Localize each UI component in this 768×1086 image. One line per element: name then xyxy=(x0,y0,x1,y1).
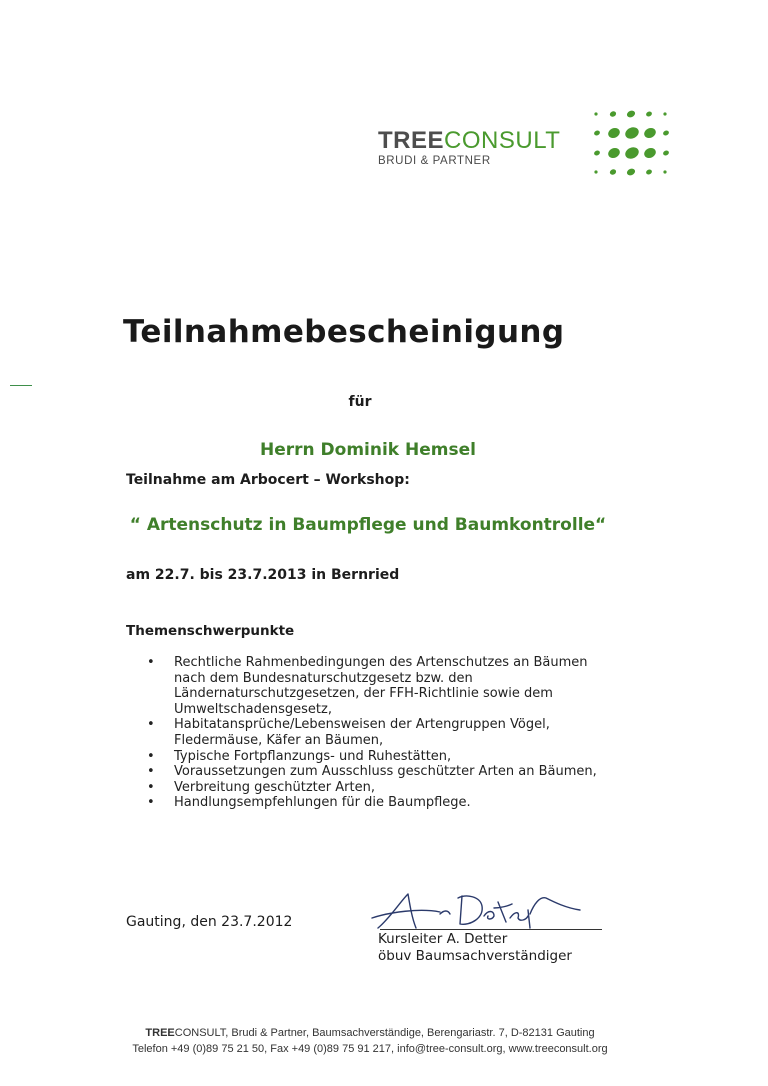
bullet-icon: • xyxy=(147,764,155,780)
footer-address: CONSULT, Brudi & Partner, Baumsachverständige, Berengariastr. 7, D-82131 Gauting xyxy=(174,1027,595,1039)
logo-wordmark-bold: TREE xyxy=(378,127,445,154)
company-logo xyxy=(378,128,560,167)
footer-line-2: Telefon +49 (0)89 75 21 50, Fax +49 (0)89 75 91 217, info@tree-consult.org, www.treeconsult.org xyxy=(132,1043,608,1055)
logo-wordmark xyxy=(378,128,560,154)
list-item xyxy=(144,764,614,780)
list-item xyxy=(144,795,614,811)
bullet-icon: • xyxy=(147,717,155,733)
participation-line: Teilnahme am Arbocert – Workshop: xyxy=(126,472,410,488)
logo-subtitle: BRUDI & PARTNER xyxy=(378,155,491,167)
list-item xyxy=(144,780,614,796)
topic-text: Voraussetzungen zum Ausschluss geschützter Arten an Bäumen, xyxy=(174,764,597,780)
signer-name: Kursleiter A. Detter xyxy=(378,931,508,947)
topic-text: Typische Fortpflanzungs- und Ruhestätten, xyxy=(174,748,452,764)
recipient-name: Herrn Dominik Hemsel xyxy=(260,440,476,460)
topic-text: Verbreitung geschützter Arten, xyxy=(174,779,375,795)
workshop-dates: am 22.7. bis 23.7.2013 in Bernried xyxy=(126,567,400,583)
topics-heading: Themenschwerpunkte xyxy=(126,623,295,639)
topic-text: Handlungsempfehlungen für die Baumpflege. xyxy=(174,795,471,811)
signer-title: öbuv Baumsachverständiger xyxy=(378,948,572,964)
list-item xyxy=(144,655,614,717)
workshop-title: “ Artenschutz in Baumpflege und Baumkontrolle“ xyxy=(129,515,607,535)
logo-wordmark-light: CONSULT xyxy=(444,127,561,154)
topic-text: Habitatansprüche/Lebensweisen der Artengruppen Vögel, Fledermäuse, Käfer an Bäumen, xyxy=(174,717,550,748)
signature-line xyxy=(380,929,602,930)
leaf-grid-logo-icon xyxy=(588,106,670,190)
for-label: für xyxy=(348,394,372,410)
footer-line-1 xyxy=(0,1025,740,1041)
list-item xyxy=(144,749,614,765)
bullet-icon: • xyxy=(147,779,155,795)
footer-brand: TREE xyxy=(145,1027,175,1039)
page-title: Teilnahmebescheinigung xyxy=(123,314,565,350)
list-item xyxy=(144,717,614,748)
bullet-icon: • xyxy=(147,795,155,811)
bullet-icon: • xyxy=(147,748,155,764)
topic-text: Rechtliche Rahmenbedingungen des Artenschutzes an Bäumen nach dem Bundesnaturschutzgesetz bzw. den Ländernaturschutzgesetzen, der FFH-Richtlinie sowie dem Umweltschadensgesetz, xyxy=(174,655,588,717)
place-and-date: Gauting, den 23.7.2012 xyxy=(126,914,293,930)
footer xyxy=(0,1025,740,1057)
bullet-icon: • xyxy=(147,655,155,670)
topics-list xyxy=(144,655,614,811)
signer-block xyxy=(378,931,572,965)
margin-mark xyxy=(10,385,32,386)
